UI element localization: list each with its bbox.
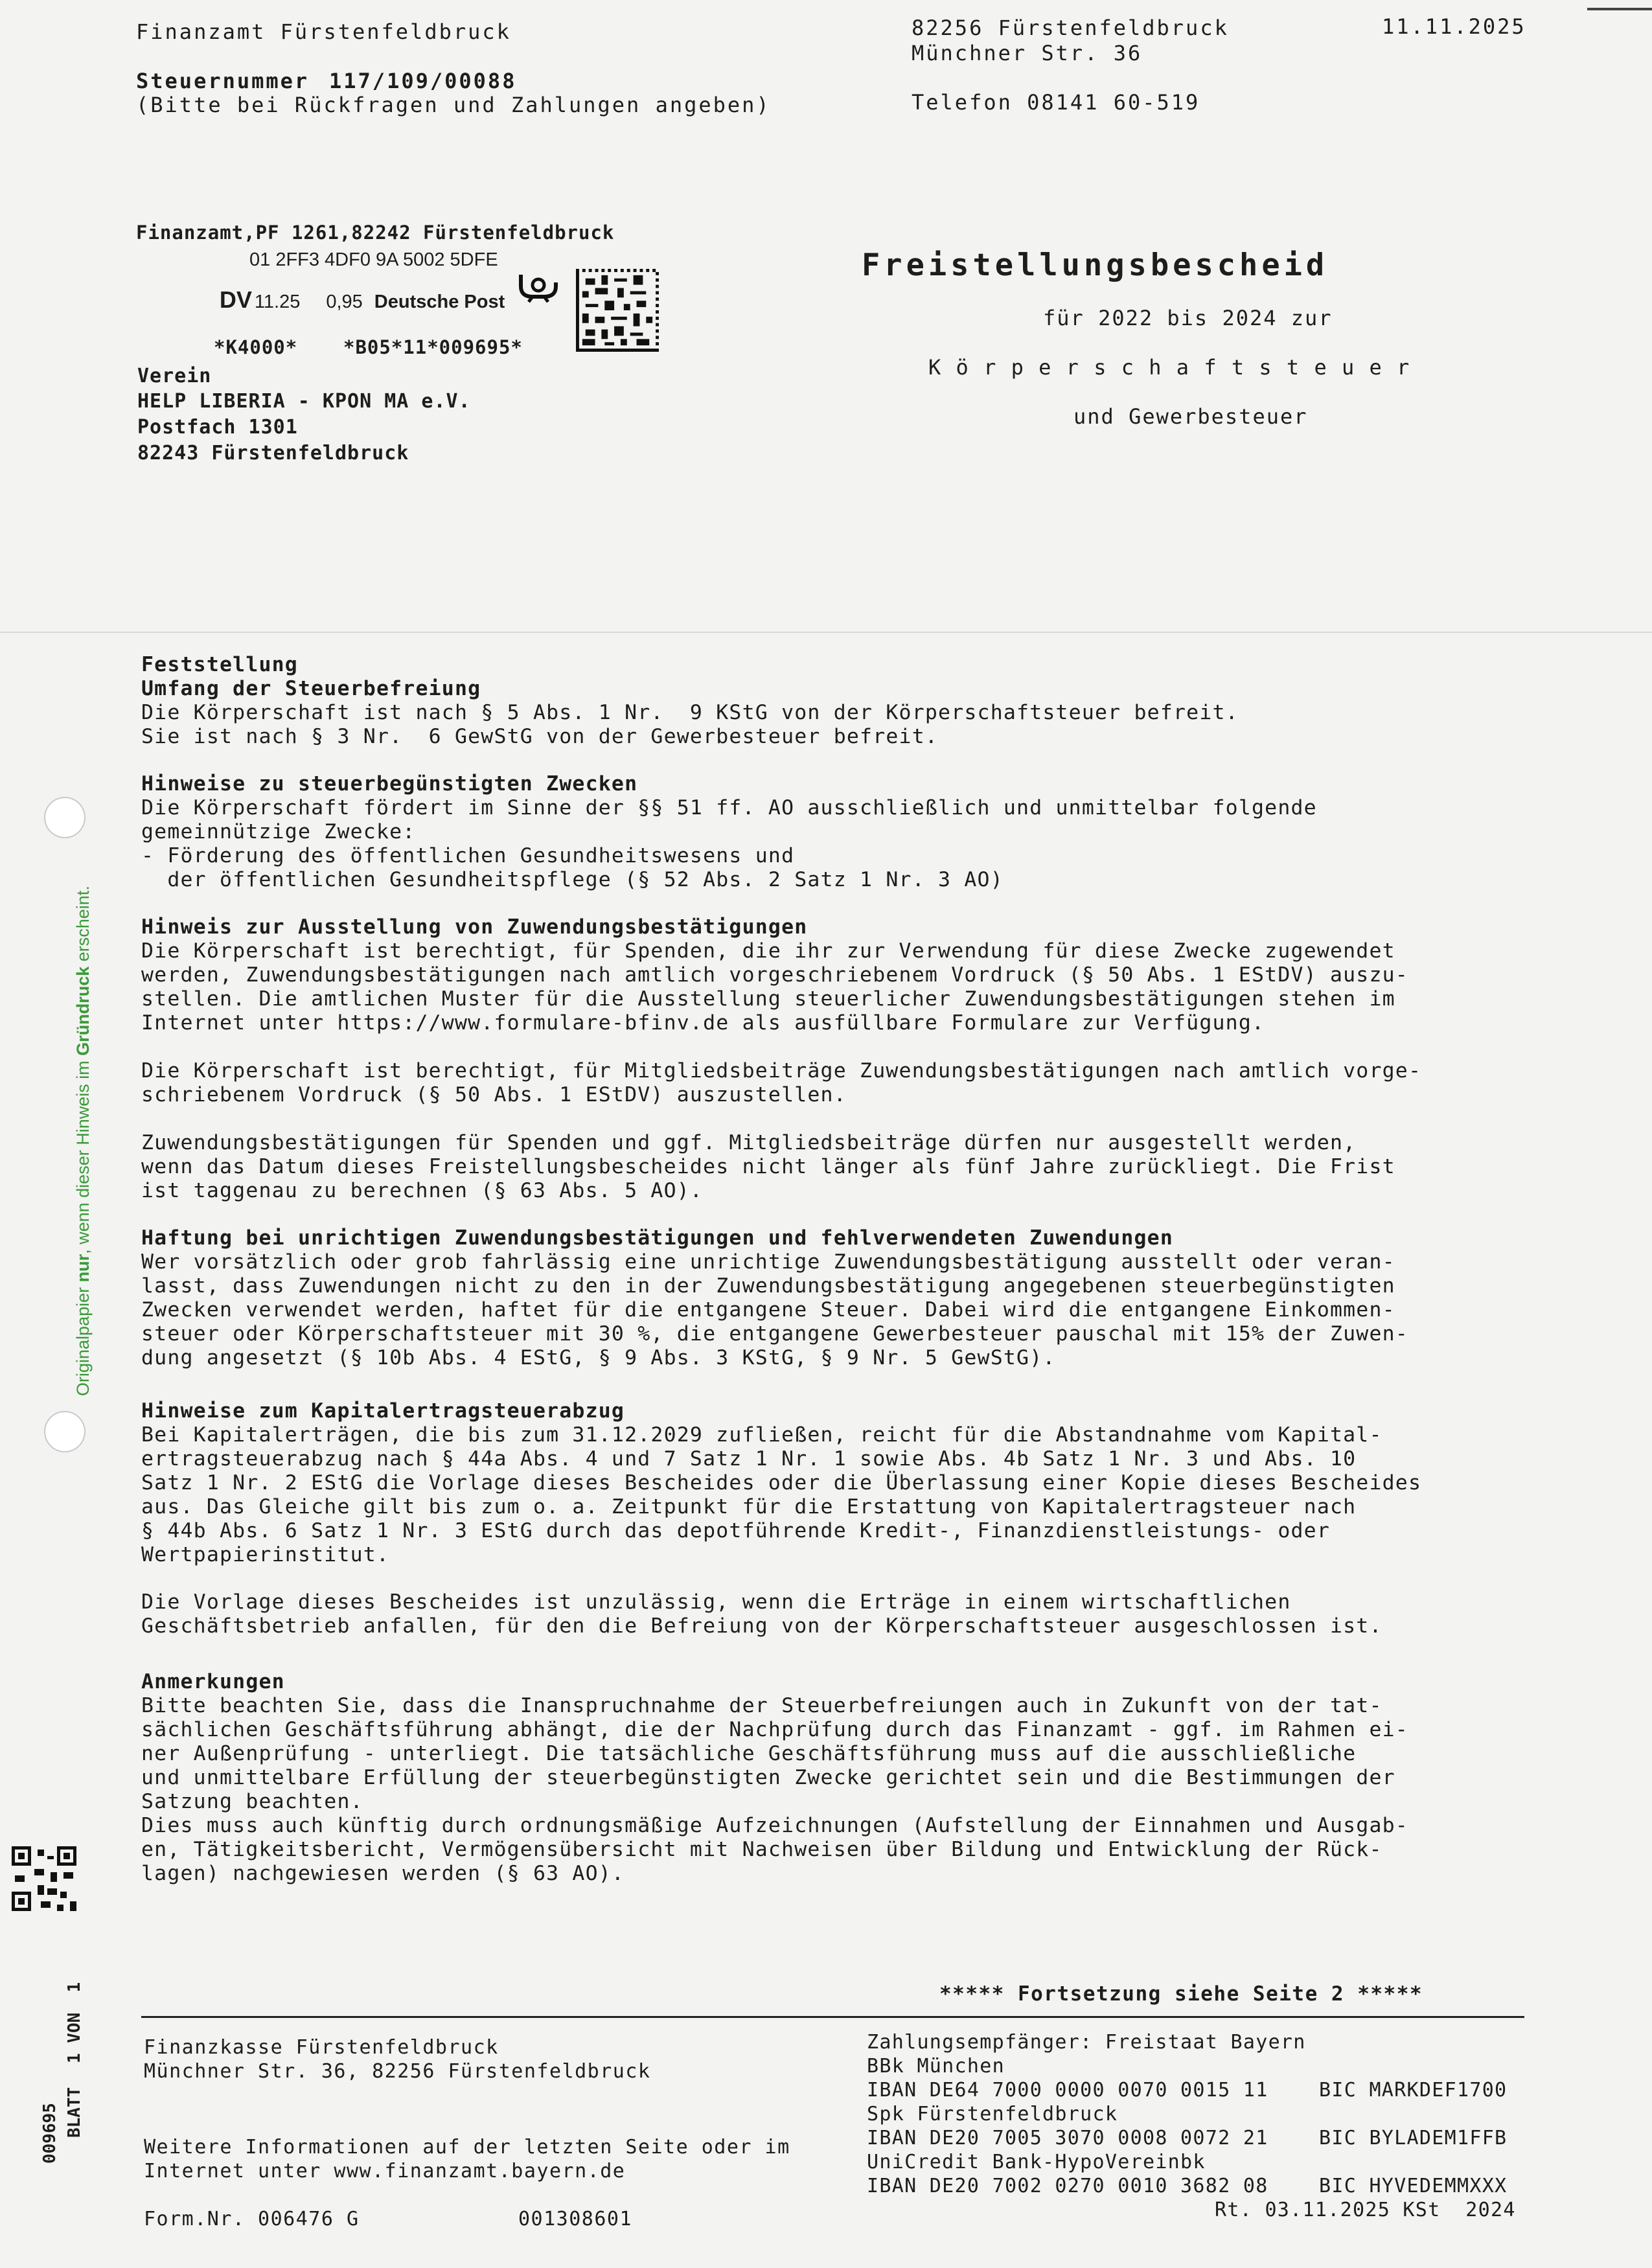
section-text-line: Sie ist nach § 3 Nr. 6 GewStG von der Gewerbesteuer befreit.	[141, 725, 939, 748]
post-horn-icon	[518, 271, 558, 303]
section-text-line: Bitte beachten Sie, dass die Inanspruchnahme der Steuerbefreiungen auch in Zukunft von der tat-	[141, 1694, 1382, 1717]
finanzkasse-name: Finanzkasse Fürstenfeldbruck	[144, 2036, 499, 2059]
section-heading: Anmerkungen	[141, 1670, 285, 1693]
payment-recipient: Zahlungsempfänger: Freistaat Bayern	[867, 2031, 1306, 2054]
tax-number-label: Steuernummer	[136, 69, 310, 93]
bank-name-1: BBk München	[867, 2055, 1005, 2078]
margin-qr-code	[12, 1846, 76, 1911]
section-text-line: wenn das Datum dieses Freistellungsbescheides nicht länger als fünf Jahre zurückliegt. Die Frist	[141, 1155, 1395, 1178]
section-text-line: und unmittelbare Erfüllung der steuerbegünstigten Zwecke gerichtet sein und die Bestimmungen der	[141, 1766, 1395, 1789]
watermark-grunddruck: Gründruck	[73, 966, 93, 1056]
section-haftung	[141, 1226, 1528, 1370]
section-text-line: Wertpapierinstitut.	[141, 1543, 390, 1566]
postage-carrier: Deutsche Post	[374, 292, 505, 312]
postage-datamatrix-code	[575, 269, 660, 352]
section-text-line: Zuwendungsbestätigungen für Spenden und ggf. Mitgliedsbeiträge dürfen nur ausgestellt werden,	[141, 1131, 1357, 1154]
section-text-line: Geschäftsbetrieb anfallen, für den die Befreiung von der Körperschaftsteuer ausgeschlossen ist.	[141, 1614, 1382, 1638]
section-text-line: Die Körperschaft ist berechtigt, für Spenden, die ihr zur Verwendung für diese Zwecke zugewendet	[141, 939, 1395, 963]
document-date: 11.11.2025	[1382, 14, 1526, 39]
section-text-line: Die Körperschaft ist nach § 5 Abs. 1 Nr. 9 KStG von der Körperschaftsteuer befreit.	[141, 701, 1239, 724]
section-heading: Hinweise zu steuerbegünstigten Zwecken	[141, 772, 638, 796]
watermark-prefix: Originalpapier	[73, 1282, 93, 1396]
postage-code: 01 2FF3 4DF0 9A 5002 5DFE	[249, 249, 498, 270]
section-text-line: gemeinnützige Zwecke:	[141, 820, 416, 843]
margin-sheet-label: BLATT	[65, 2087, 84, 2138]
watermark-mid: , wenn dieser Hinweis im	[73, 1055, 93, 1254]
footer-divider	[141, 2016, 1524, 2018]
section-text-line: en, Tätigkeitsbericht, Vermögensübersicht mit Nachweisen über Bildung und Entwicklung der Rück-	[141, 1838, 1382, 1861]
section-text-line: schriebenem Vordruck (§ 50 Abs. 1 EStDV) auszustellen.	[141, 1083, 847, 1106]
section-text-line: werden, Zuwendungsbestätigungen nach amtlich vorgeschriebenem Vordruck (§ 50 Abs. 1 EStDV) auszu-	[141, 963, 1408, 987]
recipient-line-1: Verein	[137, 365, 212, 387]
title-tax-type-1: K ö r p e r s c h a f t s t e u e r	[928, 355, 1411, 380]
section-text-line: lasst, dass Zuwendungen nicht zu den in der Zuwendungsbestätigung angegebenen steuerbegünstigten	[141, 1274, 1395, 1298]
section-text-line: aus. Das Gleiche gilt bis zum o. a. Zeitpunkt für die Erstattung von Kapitalertragsteuer nach	[141, 1495, 1357, 1518]
form-number: Form.Nr. 006476 G	[144, 2208, 360, 2230]
section-heading: Hinweis zur Ausstellung von Zuwendungsbestätigungen	[141, 915, 808, 939]
section-anmerkungen	[141, 1670, 1528, 1886]
fold-line	[0, 632, 1652, 633]
section-text-line: sächlichen Geschäftsführung abhängt, die der Nachprüfung durch das Finanzamt - ggf. im Rahmen ei-	[141, 1718, 1408, 1741]
margin-page-info: 1 VON 1	[65, 1982, 84, 2063]
section-text-line: Satzung beachten.	[141, 1790, 363, 1813]
watermark-nur: nur	[73, 1254, 93, 1283]
section-text-line: Bei Kapitalerträgen, die bis zum 31.12.2029 zufließen, reicht für die Abstandnahme vom Kapital-	[141, 1423, 1382, 1447]
section-text-line: ner Außenprüfung - unterliegt. Die tatsächliche Geschäftsführung muss auf die ausschließliche	[141, 1742, 1357, 1765]
section-zwecke	[141, 772, 1528, 892]
sender-return-address: Finanzamt,PF 1261,82242 Fürstenfeldbruck	[136, 222, 615, 244]
office-name: Finanzamt Fürstenfeldbruck	[136, 19, 511, 44]
section-text-line: ist taggenau zu berechnen (§ 63 Abs. 5 AO).	[141, 1179, 704, 1202]
section-text-line: Internet unter https://www.formulare-bfinv.de als ausfüllbare Formulare zur Verfügung.	[141, 1011, 1265, 1035]
postage-date: 11.25	[254, 292, 301, 312]
document-number: 001308601	[518, 2208, 633, 2230]
info-line-2: Internet unter www.finanzamt.bayern.de	[144, 2160, 626, 2182]
finanzkasse-address: Münchner Str. 36, 82256 Fürstenfeldbruck	[144, 2060, 651, 2083]
section-vorlage	[141, 1590, 1528, 1638]
punch-hole-bottom	[44, 1411, 86, 1452]
section-text-line: der öffentlichen Gesundheitspflege (§ 52 Abs. 2 Satz 1 Nr. 3 AO)	[141, 868, 1004, 891]
recipient-line-4: 82243 Fürstenfeldbruck	[137, 442, 409, 464]
section-text-line: Zwecken verwendet werden, haftet für die entgangene Steuer. Dabei wird die entgangene Einkommen-	[141, 1298, 1395, 1322]
continuation-note: ***** Fortsetzung siehe Seite 2 *****	[939, 1982, 1423, 2006]
originalpapier-watermark	[53, 886, 93, 1406]
bank-iban-1: IBAN DE64 7000 0000 0070 0015 11	[867, 2079, 1268, 2102]
section-zuwendungsbestaetigungen	[141, 915, 1528, 1035]
section-heading: Haftung bei unrichtigen Zuwendungsbestätigungen und fehlverwendeten Zuwendungen	[141, 1226, 1174, 1250]
title-period: für 2022 bis 2024 zur	[1043, 306, 1333, 330]
document-title: Freistellungsbescheid	[862, 247, 1329, 283]
bank-bic-3: BIC HYVEDEMMXXX	[1319, 2175, 1508, 2197]
postage-dv: DV	[219, 286, 252, 313]
tax-number: 117/109/00088	[329, 69, 517, 93]
section-text-line: Satz 1 Nr. 2 EStG die Vorlage dieses Bescheides oder die Überlassung einer Kopie dieses Bescheides	[141, 1471, 1422, 1495]
section-text-line: steuer oder Körperschaftsteuer mit 30 %, die entgangene Gewerbesteuer pauschal mit 15% der Zuwen-	[141, 1322, 1408, 1346]
bank-name-2: Spk Fürstenfeldbruck	[867, 2103, 1118, 2125]
postage-amount: 0,95	[326, 292, 363, 312]
section-text-line: stellen. Die amtlichen Muster für die Ausstellung steuerlicher Zuwendungsbestätigungen stehen im	[141, 987, 1395, 1011]
office-address-city: 82256 Fürstenfeldbruck	[912, 16, 1229, 40]
section-text-line: Die Körperschaft fördert im Sinne der §§ 51 ff. AO ausschließlich und unmittelbar folgende	[141, 796, 1317, 819]
section-text-line: Wer vorsätzlich oder grob fahrlässig eine unrichtige Zuwendungsbestätigung ausstellt oder veran-	[141, 1250, 1395, 1274]
section-text-line: Die Vorlage dieses Bescheides ist unzulässig, wenn die Erträge in einem wirtschaftlichen	[141, 1590, 1291, 1614]
title-tax-type-2: und Gewerbesteuer	[1073, 404, 1308, 429]
bank-name-3: UniCredit Bank-HypoVereinbk	[867, 2151, 1206, 2173]
office-phone: Telefon 08141 60-519	[912, 90, 1200, 115]
bank-bic-2: BIC BYLADEM1FFB	[1319, 2127, 1508, 2149]
section-text-line: Dies muss auch künftig durch ordnungsmäßige Aufzeichnungen (Aufstellung der Einnahmen und Ausgab-	[141, 1814, 1408, 1837]
section-frist	[141, 1131, 1528, 1203]
bank-iban-2: IBAN DE20 7005 3070 0008 0072 21	[867, 2127, 1268, 2149]
section-text-line: - Förderung des öffentlichen Gesundheitswesens und	[141, 844, 795, 867]
routing-code-1: *K4000*	[214, 336, 298, 358]
section-text-line: § 44b Abs. 6 Satz 1 Nr. 3 EStG durch das depotführende Kredit-, Finanzdienstleistungs- oder	[141, 1519, 1330, 1542]
section-text-line: ertragsteuerabzug nach § 44a Abs. 4 und 7 Satz 1 Nr. 1 sowie Abs. 4b Satz 1 Nr. 3 und Abs. 10	[141, 1447, 1357, 1471]
section-heading: Feststellung	[141, 653, 298, 676]
section-mitgliedsbeitraege	[141, 1059, 1528, 1107]
section-heading: Umfang der Steuerbefreiung	[141, 677, 481, 700]
routing-code-2: *B05*11*009695*	[343, 336, 523, 358]
section-text-line: Die Körperschaft ist berechtigt, für Mitgliedsbeiträge Zuwendungsbestätigungen nach amtlich vorge-	[141, 1059, 1422, 1082]
section-text-line: lagen) nachgewiesen werden (§ 63 AO).	[141, 1862, 625, 1885]
section-heading: Hinweise zum Kapitalertragsteuerabzug	[141, 1399, 625, 1423]
tax-number-note: (Bitte bei Rückfragen und Zahlungen angeben)	[136, 93, 771, 117]
info-line-1: Weitere Informationen auf der letzten Seite oder im	[144, 2136, 790, 2159]
section-text-line: dung angesetzt (§ 10b Abs. 4 EStG, § 9 Abs. 3 KStG, § 9 Nr. 5 GewStG).	[141, 1346, 1056, 1369]
watermark-suffix: erscheint.	[73, 886, 93, 967]
corner-mark	[1587, 8, 1652, 10]
margin-sheet-number: 009695	[40, 2103, 60, 2164]
bank-iban-3: IBAN DE20 7002 0270 0010 3682 08	[867, 2175, 1268, 2197]
section-feststellung	[141, 653, 1528, 749]
office-address-street: Münchner Str. 36	[912, 41, 1143, 65]
recipient-line-3: Postfach 1301	[137, 416, 298, 439]
recipient-line-2: HELP LIBERIA - KPON MA e.V.	[137, 390, 471, 413]
postage-stamp-line	[214, 275, 505, 314]
section-kapitalertragsteuer	[141, 1399, 1528, 1567]
punch-hole-top	[44, 797, 86, 838]
reference-line: Rt. 03.11.2025 KSt 2024	[1215, 2199, 1516, 2221]
bank-bic-1: BIC MARKDEF1700	[1319, 2079, 1508, 2102]
